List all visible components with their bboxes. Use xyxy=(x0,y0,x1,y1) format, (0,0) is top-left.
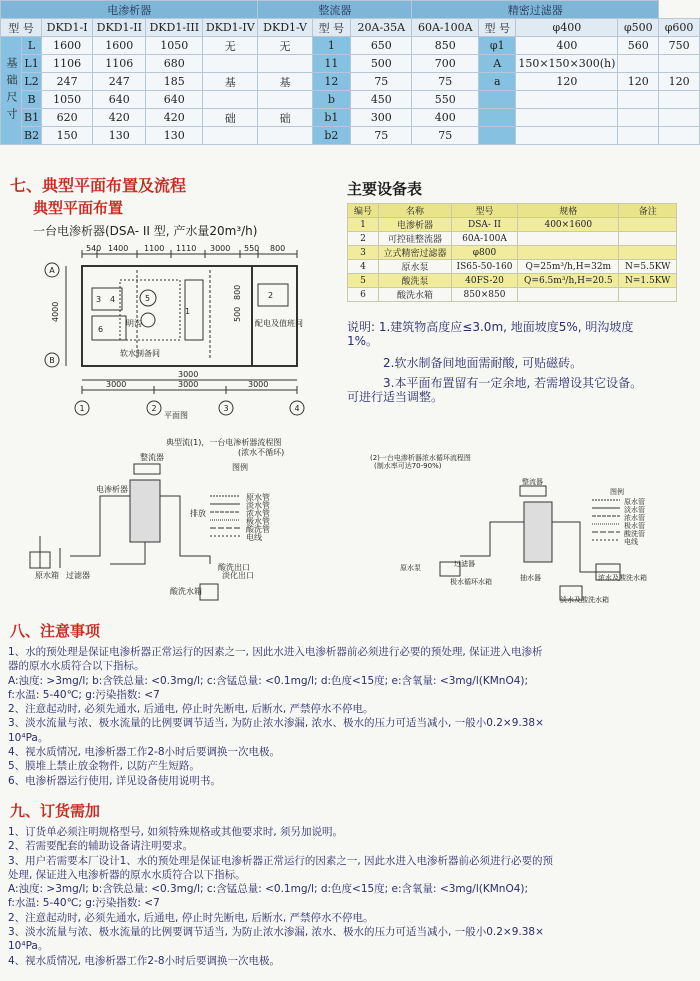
flow-label: 整流器 xyxy=(140,453,164,462)
table-cell: 5 xyxy=(348,274,379,288)
flow-label: 酸洗水箱 xyxy=(170,587,202,596)
flow-label: 极水循环水箱 xyxy=(450,578,492,586)
table-cell xyxy=(203,55,258,73)
table-cell: 无 xyxy=(203,37,258,55)
table-cell: 247 xyxy=(42,73,93,91)
flow-label: 酸洗出口 xyxy=(218,563,250,572)
dim-right: 800 xyxy=(233,284,242,300)
s8-line: 3、淡水流量与浓、极水流量的比例要调节适当, 为防止浓水渗漏, 浓水、极水的压力可适当减小, 一般小0.2×9.38× xyxy=(8,717,544,730)
dim-bottom: 3000 xyxy=(248,380,269,389)
table-cell xyxy=(618,109,659,127)
flow-label: 过滤器 xyxy=(454,560,475,568)
table-cell: 75 xyxy=(351,73,412,91)
table-cell: 620 xyxy=(42,109,93,127)
s9-line: 2、若需要配套的辅助设备请注明要求。 xyxy=(8,840,194,853)
table-cell xyxy=(659,127,700,145)
table-cell: 基 xyxy=(258,73,312,91)
plan-title: 平面图 xyxy=(164,411,188,420)
col-header: DKD1-IV xyxy=(203,19,258,37)
table-cell xyxy=(518,288,619,302)
flow-label: 原水箱 xyxy=(35,571,59,580)
table-cell: 130 xyxy=(93,127,146,145)
table-cell: 185 xyxy=(146,73,203,91)
table-cell xyxy=(659,91,700,109)
table-cell: 420 xyxy=(146,109,203,127)
table-cell: 120 xyxy=(618,73,659,91)
s9-line: 4、视水质情况, 电渗析器工作2-8小时后要调换一次电极。 xyxy=(8,954,281,967)
equipment-title: 主要设备表 xyxy=(347,180,423,198)
axis-label: A xyxy=(49,266,55,275)
group-header-rectifier: 整流器 xyxy=(258,1,412,19)
s8-line: 器的原水水质符合以下指标。 xyxy=(8,660,145,673)
plan-notes xyxy=(347,320,642,404)
table-cell: 247 xyxy=(93,73,146,91)
table-cell xyxy=(203,91,258,109)
table-cell: 2 xyxy=(348,232,379,246)
table-cell: 120 xyxy=(659,73,700,91)
table-cell xyxy=(659,109,700,127)
s9-line: 3、淡水流量与浓、极水流量的比例要调节适当, 为防止浓水渗漏, 浓水、极水的压力可适当减小, 一般小0.2×9.38× xyxy=(8,926,544,939)
table-cell xyxy=(618,127,659,145)
table-cell: 750 xyxy=(659,37,700,55)
table-cell: b xyxy=(312,91,351,109)
dim-top: 1400 xyxy=(108,244,129,253)
s8-line: 5、膜堆上禁止放金物件, 以防产生短路。 xyxy=(8,760,200,773)
axis-label: 4 xyxy=(294,404,300,413)
table-cell: 130 xyxy=(146,127,203,145)
table-cell: 640 xyxy=(146,91,203,109)
equip-label: 3 xyxy=(96,295,102,304)
s8-line: 6、电渗析器运行使用, 详见设备使用说明书。 xyxy=(8,774,221,787)
col-header: φ600 xyxy=(659,19,700,37)
legend-item: 酸洗管 xyxy=(624,530,645,538)
note-line: 说明: 1.建筑物高度应≤3.0m, 地面坡度5%, 明沟坡度 xyxy=(347,320,634,334)
table-cell: φ800 xyxy=(451,246,517,260)
table-cell: 680 xyxy=(146,55,203,73)
flow-diagram-2 xyxy=(360,452,690,612)
dim-top: 800 xyxy=(270,244,286,253)
col-header: φ400 xyxy=(516,19,618,37)
eq-header: 备注 xyxy=(619,204,677,218)
dim-right: 500 xyxy=(233,306,242,322)
col-header: DKD1-III xyxy=(146,19,203,37)
dim-top: 540 xyxy=(86,244,102,253)
dim-bottom: 3000 xyxy=(106,380,127,389)
table-cell xyxy=(618,91,659,109)
table-cell xyxy=(479,127,516,145)
table-cell xyxy=(619,246,677,260)
table-cell: 40FS-20 xyxy=(451,274,517,288)
table-cell: 1106 xyxy=(42,55,93,73)
flow-label: 过滤器 xyxy=(66,571,90,580)
table-cell: 75 xyxy=(412,127,479,145)
flow-label: 淡化出口 xyxy=(222,571,254,580)
flow2-title: (2)一台电渗析器浓水循环流程图 xyxy=(370,454,471,462)
table-cell: 1 xyxy=(312,37,351,55)
table-cell xyxy=(479,109,516,127)
table-cell xyxy=(518,232,619,246)
table-cell: 700 xyxy=(412,55,479,73)
table-cell: 酸洗水箱 xyxy=(379,288,452,302)
flow-label: 排放 xyxy=(190,509,206,518)
table-cell: 1106 xyxy=(93,55,146,73)
section7-title: 七、典型平面布置及流程 xyxy=(10,176,187,195)
flow-label: 淡水及酸洗水箱 xyxy=(560,596,609,604)
eq-header: 规格 xyxy=(518,204,619,218)
note-line: 2.软水制备间地面需耐酸, 可贴磁砖。 xyxy=(383,356,583,370)
table-cell xyxy=(516,109,618,127)
legend-item: 淡水管 xyxy=(246,501,270,510)
legend-title: 图例 xyxy=(232,463,248,472)
table-cell: 11 xyxy=(312,55,351,73)
room-label: 明沟 xyxy=(126,319,142,328)
table-cell: 3 xyxy=(348,246,379,260)
dim-bottom: 3000 xyxy=(178,380,199,389)
col-header: DKD1-V xyxy=(258,19,312,37)
table-cell: 础 xyxy=(203,109,258,127)
table-cell: 150×150×300(h) xyxy=(516,55,618,73)
col-header: 型 号 xyxy=(312,19,351,37)
table-cell: 850×850 xyxy=(451,288,517,302)
equip-label: 1 xyxy=(185,307,191,316)
table-cell: 原水泵 xyxy=(379,260,452,274)
table-cell: 450 xyxy=(351,91,412,109)
table-cell: b1 xyxy=(312,109,351,127)
plan-caption: 一台电渗析器(DSA- II 型, 产水量20m³/h) xyxy=(33,224,258,238)
table-cell xyxy=(619,218,677,232)
table-cell: b2 xyxy=(312,127,351,145)
table-row xyxy=(348,218,677,232)
table-cell: B xyxy=(22,91,42,109)
flow-label: 整流器 xyxy=(522,478,543,486)
table-cell: 400 xyxy=(516,37,618,55)
table-row xyxy=(348,288,677,302)
flow-diagram-1 xyxy=(0,436,340,616)
section8-title: 八、注意事项 xyxy=(10,622,101,640)
col-header: 60A-100A xyxy=(412,19,479,37)
table-cell xyxy=(518,246,619,260)
s9-line: 处理, 保证进入电渗析器的原水水质符合以下指标。 xyxy=(8,868,246,881)
table-cell: 500 xyxy=(351,55,412,73)
table-cell: 400×1600 xyxy=(518,218,619,232)
table-cell: 75 xyxy=(351,127,412,145)
table-cell xyxy=(618,55,659,73)
table-cell: B2 xyxy=(22,127,42,145)
flow1-title: 典型流(1)，一台电渗析器流程图 xyxy=(166,438,282,447)
side-label: 基础尺寸 xyxy=(1,37,22,145)
axis-label: 1 xyxy=(79,404,85,413)
equip-label: 5 xyxy=(145,294,151,303)
table-cell: DSA- II xyxy=(451,218,517,232)
table-cell: 电渗析器 xyxy=(379,218,452,232)
col-header: DKD1-I xyxy=(42,19,93,37)
flow-label: 抽水器 xyxy=(520,574,541,582)
legend-item: 酸洗管 xyxy=(246,525,270,534)
table-cell: 可控硅整流器 xyxy=(379,232,452,246)
col-header: 20A-35A xyxy=(351,19,412,37)
note-line: 可进行适当调整。 xyxy=(347,390,444,404)
dim-top: 1110 xyxy=(176,244,197,253)
table-row xyxy=(348,246,677,260)
flow2-subtitle: (制水率可达70-90%) xyxy=(374,462,442,470)
dim-total: 3000 xyxy=(178,370,199,379)
table-cell: 础 xyxy=(258,109,312,127)
table-cell xyxy=(258,55,312,73)
table-cell: 75 xyxy=(412,73,479,91)
dim-left: 4000 xyxy=(51,301,60,322)
table-cell: 基 xyxy=(203,73,258,91)
table-cell: 12 xyxy=(312,73,351,91)
flow-label: 电渗析器 xyxy=(96,485,128,494)
table-cell: 420 xyxy=(93,109,146,127)
flow-label: 原水泵 xyxy=(400,564,421,572)
table-cell: 650 xyxy=(351,37,412,55)
table-cell: L2 xyxy=(22,73,42,91)
s8-line: f:水温: 5-40℃; g:污染指数: <7 xyxy=(8,688,160,701)
col-header: 型 号 xyxy=(1,19,42,37)
col-header: 型 号 xyxy=(479,19,516,37)
spec-table xyxy=(0,0,700,145)
flow-label: 浓水及酸洗水箱 xyxy=(598,574,647,582)
s8-line: 1、水的预处理是保证电渗析器正常运行的因素之一, 因此水进入电渗析器前必须进行必要的预处理, 保证进入电渗析 xyxy=(8,646,543,658)
legend-item: 原水管 xyxy=(246,493,270,502)
dim-top: 1100 xyxy=(144,244,165,253)
s9-line: 2、注意起动时, 必须先通水, 后通电, 停止时先断电, 后断水, 严禁停水不停电。 xyxy=(8,911,374,924)
eq-header: 编号 xyxy=(348,204,379,218)
table-cell: 4 xyxy=(348,260,379,274)
legend-title: 图例 xyxy=(610,488,624,496)
room-label: 配电及值班间 xyxy=(255,319,303,328)
table-row xyxy=(348,260,677,274)
table-cell: 400 xyxy=(412,109,479,127)
table-cell: N=1.5KW xyxy=(619,274,677,288)
table-cell: Q=6.5m³/h,H=20.5 xyxy=(518,274,619,288)
table-cell: 850 xyxy=(412,37,479,55)
table-cell: 酸洗泵 xyxy=(379,274,452,288)
dim-top: 550 xyxy=(244,244,260,253)
table-cell: φ1 xyxy=(479,37,516,55)
table-cell xyxy=(619,288,677,302)
table-cell: 60A-100A xyxy=(451,232,517,246)
room-label: 软水制备间 xyxy=(120,349,160,358)
table-cell: A xyxy=(479,55,516,73)
legend-item: 淡水管 xyxy=(624,506,645,514)
table-cell xyxy=(516,91,618,109)
legend-item: 浓水管 xyxy=(624,514,645,522)
col-header: φ500 xyxy=(618,19,659,37)
s9-line: 10⁴Pa。 xyxy=(8,940,49,953)
note-line: 3.本平面布置留有一定余地, 若需增设其它设备。 xyxy=(383,376,643,390)
s9-line: A:浊度: >3mg/l; b:含铁总量: <0.3mg/l; c:含锰总量: <0.1mg/l; d:色度<15度; e:含氧量: <3mg/l(KMnO4); xyxy=(8,883,529,896)
axis-label: 2 xyxy=(151,404,157,413)
table-cell xyxy=(619,232,677,246)
table-cell: IS65-50-160 xyxy=(451,260,517,274)
table-cell: 1050 xyxy=(146,37,203,55)
table-cell: 立式精密过滤器 xyxy=(379,246,452,260)
table-row xyxy=(348,274,677,288)
eq-header: 型号 xyxy=(451,204,517,218)
table-cell: N=5.5KW xyxy=(619,260,677,274)
table-cell: L xyxy=(22,37,42,55)
table-cell xyxy=(659,55,700,73)
table-row xyxy=(348,232,677,246)
table-cell: 1 xyxy=(348,218,379,232)
s9-line: 1、订货单必须注明规格型号, 如须特殊规格或其他要求时, 须另加说明。 xyxy=(8,826,344,838)
table-cell: 550 xyxy=(412,91,479,109)
group-header-electrodialyzer: 电渗析器 xyxy=(1,1,258,19)
s9-line: 3、用户若需要本厂设计1、水的预处理是保证电渗析器正常运行的因素之一, 因此水进入电渗析器前必须进行必要的预 xyxy=(8,854,554,867)
equip-label: 4 xyxy=(110,295,116,304)
table-cell: 6 xyxy=(348,288,379,302)
table-cell: 150 xyxy=(42,127,93,145)
table-cell: 300 xyxy=(351,109,412,127)
table-cell: 560 xyxy=(618,37,659,55)
table-cell: a xyxy=(479,73,516,91)
table-cell: 无 xyxy=(258,37,312,55)
table-cell: 120 xyxy=(516,73,618,91)
equip-label: 2 xyxy=(268,291,274,300)
legend-item: 原水管 xyxy=(624,498,645,506)
section8-body xyxy=(8,645,544,788)
table-cell: L1 xyxy=(22,55,42,73)
equipment-table xyxy=(347,203,677,302)
table-cell: B1 xyxy=(22,109,42,127)
table-cell: 1050 xyxy=(42,91,93,109)
table-cell xyxy=(203,127,258,145)
table-cell: 1600 xyxy=(93,37,146,55)
legend-item: 浓水管 xyxy=(246,509,270,518)
legend-item: 电线 xyxy=(246,533,262,542)
s8-line: 2、注意起动时, 必须先通水, 后通电, 停止时先断电, 后断水, 严禁停水不停电。 xyxy=(8,703,374,716)
dim-top: 3000 xyxy=(210,244,231,253)
equip-label: 6 xyxy=(98,325,104,334)
section9-body xyxy=(8,825,553,968)
table-cell xyxy=(516,127,618,145)
table-cell xyxy=(258,127,312,145)
table-cell xyxy=(479,91,516,109)
col-header: DKD1-II xyxy=(93,19,146,37)
note-line: 1%。 xyxy=(347,334,379,348)
legend-item: 极水管 xyxy=(246,517,270,526)
flow1-subtitle: (浓水不循环) xyxy=(238,448,285,457)
table-cell: 1600 xyxy=(42,37,93,55)
section9-title: 九、订货需加 xyxy=(10,802,101,820)
axis-label: B xyxy=(49,356,55,365)
s8-line: 4、视水质情况, 电渗析器工作2-8小时后要调换一次电极。 xyxy=(8,746,281,759)
section7-subtitle: 典型平面布置 xyxy=(33,199,124,217)
legend-item: 电线 xyxy=(624,538,638,546)
table-cell: 640 xyxy=(93,91,146,109)
s9-line: f:水温: 5-40℃; g:污染指数: <7 xyxy=(8,897,160,910)
eq-header: 名称 xyxy=(379,204,452,218)
s8-line: A:浊度: >3mg/l; b:含铁总量: <0.3mg/l; c:含锰总量: <0.1mg/l; d:色度<15度; e:含氧量: <3mg/l(KMnO4); xyxy=(8,674,529,687)
legend-item: 极水管 xyxy=(624,522,645,530)
group-header-filter: 精密过滤器 xyxy=(412,1,659,19)
floor-plan xyxy=(0,240,330,430)
s8-line: 10⁴Pa。 xyxy=(8,731,49,744)
table-cell xyxy=(258,91,312,109)
table-cell: Q=25m³/h,H=32m xyxy=(518,260,619,274)
axis-label: 3 xyxy=(223,404,229,413)
